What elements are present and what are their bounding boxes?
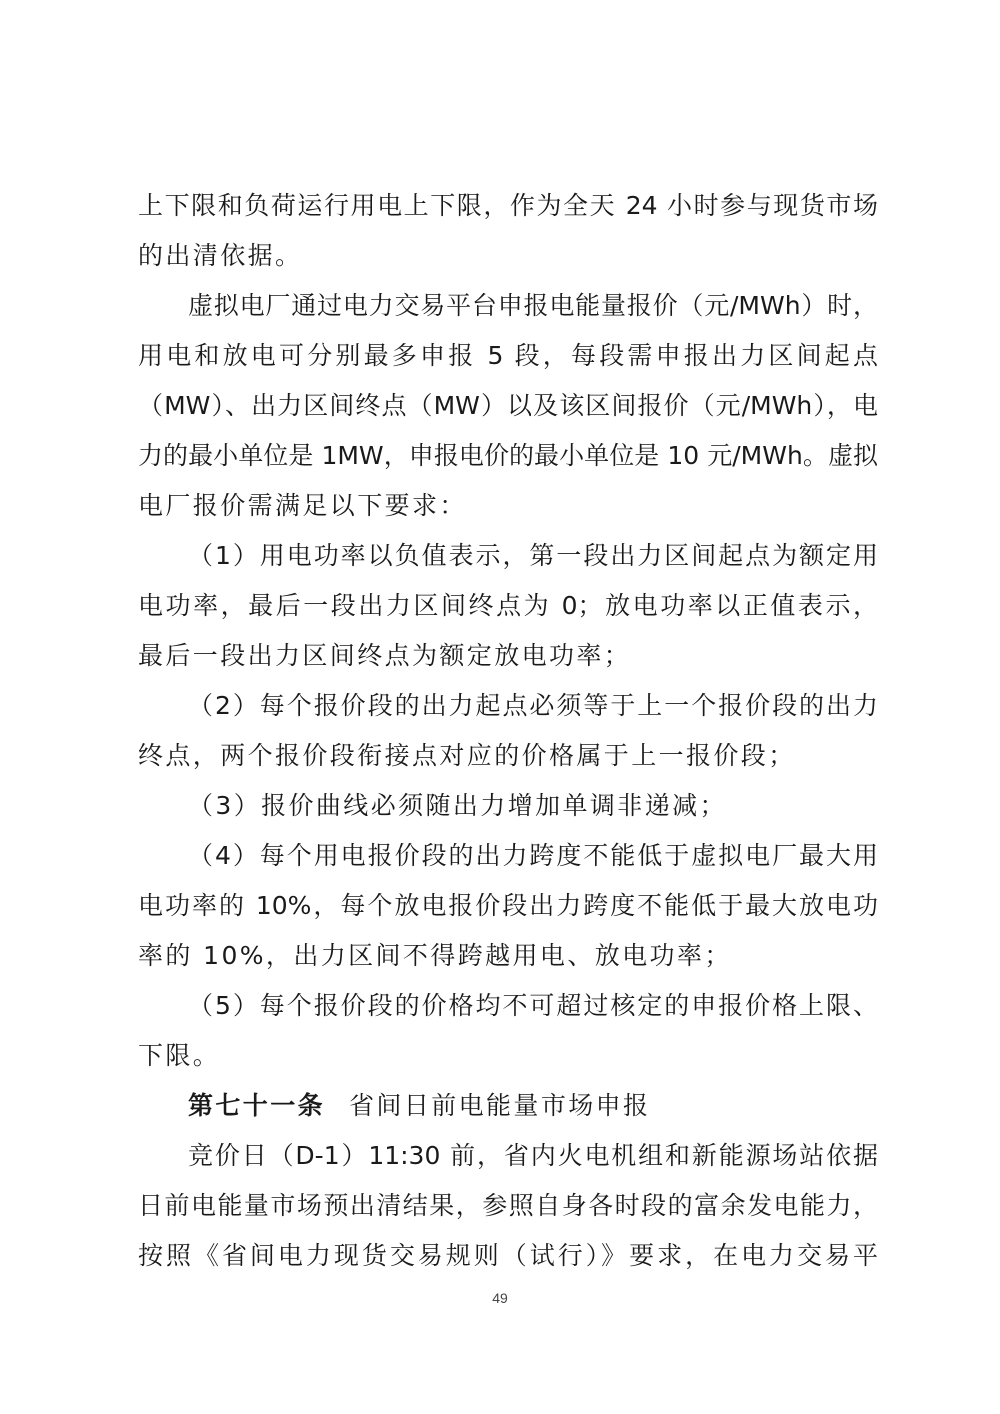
text-line: （3）报价曲线必须随出力增加单调非递减； bbox=[188, 791, 727, 820]
text-line: 的出清依据。 bbox=[138, 241, 303, 270]
text-line: 最后一段出力区间终点为额定放电功率； bbox=[138, 641, 632, 670]
article-number: 第七十一条 bbox=[188, 1091, 326, 1120]
page-number: 49 bbox=[492, 1290, 508, 1306]
text-line: 电功率，最后一段出力区间终点为 0；放电功率以正值表示， bbox=[138, 591, 878, 620]
text-line: 虚拟电厂通过电力交易平台申报电能量报价（元/MWh）时， bbox=[188, 291, 878, 320]
text-line: （5）每个报价段的价格均不可超过核定的申报价格上限、 bbox=[188, 991, 878, 1020]
text-line: （1）用电功率以负值表示，第一段出力区间起点为额定用 bbox=[188, 541, 878, 570]
text-line: 力的最小单位是 1MW，申报电价的最小单位是 10 元/MWh。虚拟 bbox=[138, 441, 878, 470]
text-line: 率的 10%，出力区间不得跨越用电、放电功率； bbox=[138, 941, 732, 970]
text-line: 终点，两个报价段衔接点对应的价格属于上一报价段； bbox=[138, 741, 796, 770]
text-line: 竞价日（D-1）11:30 前，省内火电机组和新能源场站依据 bbox=[188, 1141, 878, 1170]
text-line: （4）每个用电报价段的出力跨度不能低于虚拟电厂最大用 bbox=[188, 841, 878, 870]
text-line: （2）每个报价段的出力起点必须等于上一个报价段的出力 bbox=[188, 691, 878, 720]
text-line: 电功率的 10%，每个放电报价段出力跨度不能低于最大放电功 bbox=[138, 891, 878, 920]
article-heading-line bbox=[188, 1086, 878, 1126]
text-line: 电厂报价需满足以下要求： bbox=[138, 491, 467, 520]
text-line: 按照《省间电力现货交易规则（试行）》要求，在电力交易平 bbox=[138, 1241, 878, 1270]
text-line: 上下限和负荷运行用电上下限，作为全天 24 小时参与现货市场 bbox=[138, 191, 878, 220]
text-line: 下限。 bbox=[138, 1041, 221, 1070]
article-heading: 省间日前电能量市场申报 bbox=[349, 1091, 651, 1120]
text-line: 用电和放电可分别最多申报 5 段，每段需申报出力区间起点 bbox=[138, 341, 878, 370]
text-line: （MW）、出力区间终点（MW）以及该区间报价（元/MWh），电 bbox=[138, 391, 878, 420]
text-line: 日前电能量市场预出清结果，参照自身各时段的富余发电能力， bbox=[138, 1191, 878, 1220]
